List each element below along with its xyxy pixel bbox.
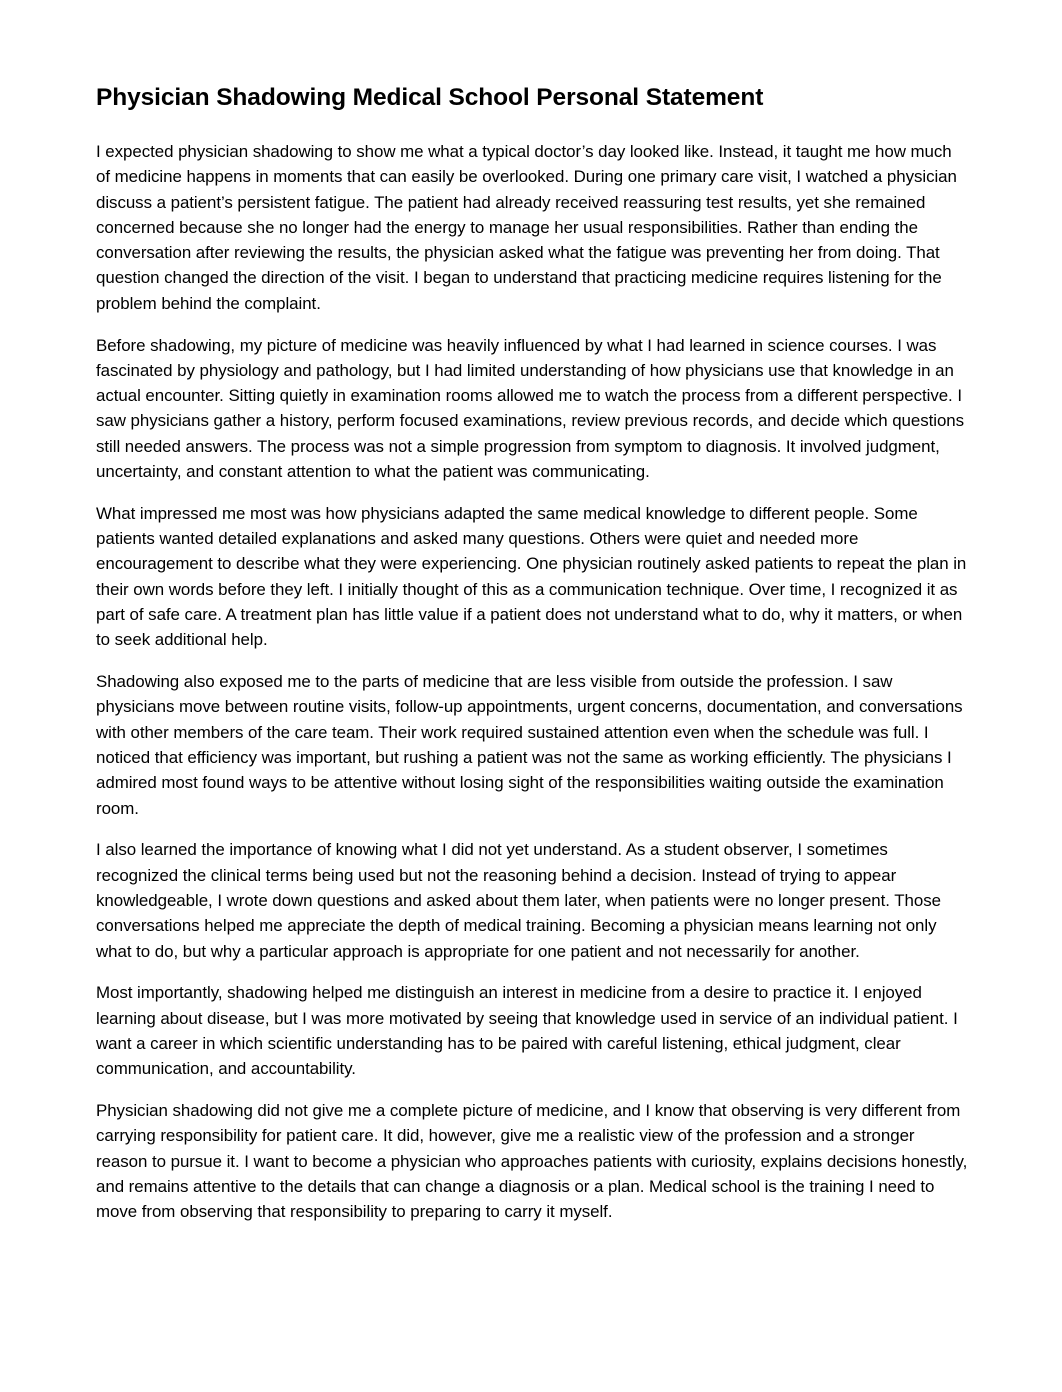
paragraph-4: Shadowing also exposed me to the parts of medicine that are less visible from outside the profession. I saw physicians move between routine visits, follow-up appointments, urgent concerns, documentation, and conversations with other members of the care team. Their work required sustained attention even when the schedule was full. I noticed that efficiency was important, but rushing a patient was not the same as working efficiently. The physicians I admired most found ways to be attentive without losing sight of the responsibilities waiting outside the examination room. xyxy=(96,672,963,818)
document-page xyxy=(96,82,968,1241)
paragraph-7: Physician shadowing did not give me a complete picture of medicine, and I know that observing is very different from carrying responsibility for patient care. It did, however, give me a realistic view of the profession and a stronger reason to pursue it. I want to become a physician who approaches patients with curiosity, explains decisions honestly, and remains attentive to the details that can change a diagnosis or a plan. Medical school is the training I need to move from observing that responsibility to preparing to carry it myself. xyxy=(96,1101,968,1222)
paragraph-2: Before shadowing, my picture of medicine was heavily influenced by what I had learned in science courses. I was fascinated by physiology and pathology, but I had limited understanding of how physicians use that knowledge in an actual encounter. Sitting quietly in examination rooms allowed me to watch the process from a different perspective. I saw physicians gather a history, perform focused examinations, review previous records, and decide which questions still needed answers. The process was not a simple progression from symptom to diagnosis. It involved judgment, uncertainty, and constant attention to what the patient was communicating. xyxy=(96,335,965,482)
paragraph-5: I also learned the importance of knowing what I did not yet understand. As a student observer, I sometimes recognized the clinical terms being used but not the reasoning behind a decision. Instead of trying to appear knowledgeable, I wrote down questions and asked about them later, when patients were no longer present. Those conversations helped me appreciate the depth of medical training. Becoming a physician means learning not only what to do, but why a particular approach is appropriate for one patient and not necessarily for another. xyxy=(96,840,941,961)
document-title: Physician Shadowing Medical School Personal Statement xyxy=(96,84,764,111)
paragraph-1: I expected physician shadowing to show me what a typical doctor’s day looked like. Instead, it taught me how much of medicine happens in moments that can easily be overlooked. During one primary care visit, I watched a physician discuss a patient’s persistent fatigue. The patient had already received reassuring test results, yet she remained concerned because she no longer had the energy to manage her usual responsibilities. Rather than ending the conversation after reviewing the results, the physician asked what the fatigue was preventing her from doing. That question changed the direction of the visit. I began to understand that practicing medicine requires listening for the problem behind the complaint. xyxy=(96,142,957,313)
paragraph-6: Most importantly, shadowing helped me distinguish an interest in medicine from a desire to practice it. I enjoyed learning about disease, but I was more motivated by seeing that knowledge used in service of an individual patient. I want a career in which scientific understanding has to be paired with careful listening, ethical judgment, clear communication, and accountability. xyxy=(96,983,958,1079)
paragraph-3: What impressed me most was how physicians adapted the same medical knowledge to different people. Some patients wanted detailed explanations and asked many questions. Others were quiet and needed more encouragement to describe what they were experiencing. One physician routinely asked patients to repeat the plan in their own words before they left. I initially thought of this as a communication technique. Over time, I recognized it as part of safe care. A treatment plan has little value if a patient does not understand what to do, why it matters, or when to seek additional help. xyxy=(96,503,967,650)
